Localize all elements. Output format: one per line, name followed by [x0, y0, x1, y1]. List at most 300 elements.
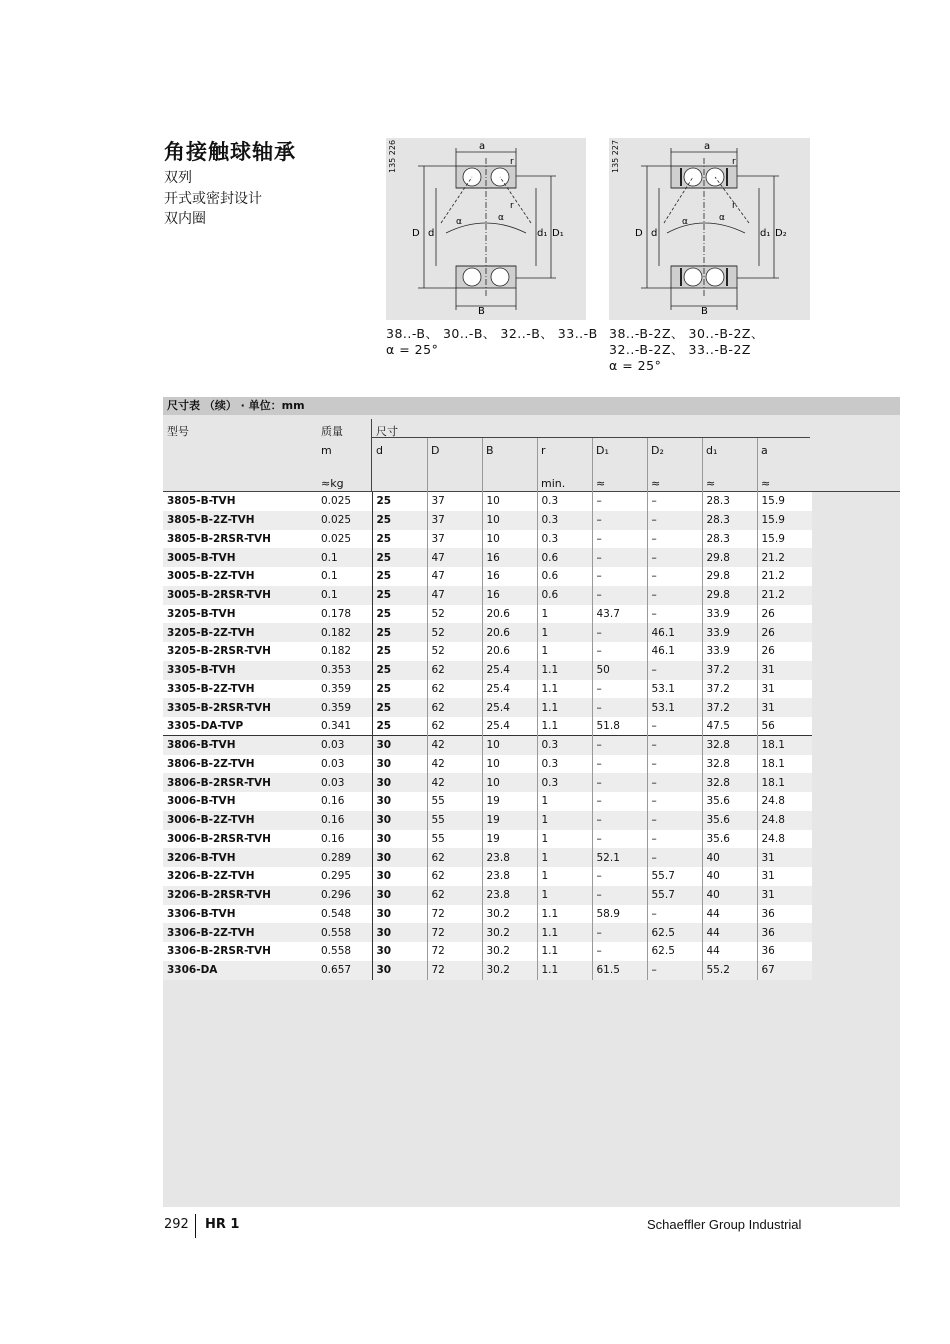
table-cell: 0.03	[317, 755, 372, 774]
table-cell: 46.1	[647, 642, 702, 661]
table-row	[163, 905, 812, 924]
table-cell: 56	[757, 717, 812, 736]
table-cell: 25	[372, 511, 427, 530]
table-cell: 31	[757, 848, 812, 867]
table-cell: 18.1	[757, 736, 812, 755]
table-row	[163, 811, 812, 830]
bearing-section-svg	[609, 138, 810, 320]
table-cell: 10	[482, 736, 537, 755]
column-unit: ≈	[596, 477, 606, 490]
table-cell: –	[647, 755, 702, 774]
table-cell: –	[592, 923, 647, 942]
table-cell: 62	[427, 867, 482, 886]
table-cell: 0.03	[317, 773, 372, 792]
table-cell: 36	[757, 942, 812, 961]
table-cell: 0.16	[317, 811, 372, 830]
table-row	[163, 848, 812, 867]
table-cell: 0.657	[317, 961, 372, 980]
table-cell: 42	[427, 773, 482, 792]
table-row	[163, 717, 812, 736]
label-D2: D₂	[775, 228, 787, 239]
table-cell: 3305-B-2Z-TVH	[163, 680, 317, 699]
label-B: B	[478, 306, 485, 317]
header-divider	[371, 437, 810, 438]
table-cell: 25	[372, 605, 427, 624]
table-cell: 0.03	[317, 736, 372, 755]
table-cell: 44	[702, 905, 757, 924]
table-cell: 25.4	[482, 680, 537, 699]
column-unit: min.	[541, 477, 566, 490]
table-cell: 0.025	[317, 530, 372, 549]
table-cell: 3305-B-2RSR-TVH	[163, 698, 317, 717]
table-cell: –	[592, 530, 647, 549]
table-row	[163, 830, 812, 849]
table-cell: 0.3	[537, 530, 592, 549]
table-cell: 35.6	[702, 792, 757, 811]
table-cell: 10	[482, 511, 537, 530]
table-row	[163, 623, 812, 642]
column-divider	[592, 438, 593, 492]
table-row	[163, 511, 812, 530]
table-cell: 1.1	[537, 942, 592, 961]
table-cell: 0.16	[317, 830, 372, 849]
column-header: r	[541, 444, 546, 457]
table-cell: 16	[482, 567, 537, 586]
label-r-top: r	[510, 157, 514, 167]
column-header: D₂	[651, 444, 664, 457]
table-cell: 30	[372, 942, 427, 961]
table-cell: –	[647, 661, 702, 680]
table-cell: 53.1	[647, 698, 702, 717]
caption-line: α = 25°	[386, 342, 439, 357]
table-cell: –	[592, 942, 647, 961]
table-cell: 67	[757, 961, 812, 980]
header-dimensions: 尺寸	[376, 425, 398, 438]
table-cell: 25	[372, 567, 427, 586]
table-cell: 30	[372, 961, 427, 980]
header-mass: 质量	[321, 425, 343, 438]
table-cell: 18.1	[757, 773, 812, 792]
table-cell: 25.4	[482, 717, 537, 736]
table-cell: 62.5	[647, 942, 702, 961]
table-cell: 28.3	[702, 511, 757, 530]
table-cell: –	[647, 773, 702, 792]
subtitle-line-2: 开式或密封设计	[164, 191, 262, 207]
label-alpha-left: α	[682, 217, 688, 227]
label-d1: d₁	[760, 228, 771, 239]
table-cell: 24.8	[757, 792, 812, 811]
table-cell: 28.3	[702, 530, 757, 549]
table-cell: 55.7	[647, 886, 702, 905]
label-D: D	[412, 228, 420, 239]
table-cell: 3205-B-TVH	[163, 605, 317, 624]
table-row	[163, 961, 812, 980]
table-cell: 29.8	[702, 586, 757, 605]
table-cell: 62	[427, 698, 482, 717]
table-cell: –	[592, 698, 647, 717]
table-cell: 16	[482, 548, 537, 567]
table-cell: 1.1	[537, 680, 592, 699]
table-cell: –	[592, 755, 647, 774]
table-row	[163, 867, 812, 886]
column-unit: ≈	[706, 477, 716, 490]
table-cell: 47	[427, 567, 482, 586]
table-cell: –	[592, 830, 647, 849]
table-cell: 0.296	[317, 886, 372, 905]
table-cell: –	[592, 792, 647, 811]
label-r-top: r	[732, 157, 736, 167]
table-row	[163, 586, 812, 605]
figure-caption-1	[386, 326, 598, 358]
table-row	[163, 605, 812, 624]
table-cell: 52	[427, 623, 482, 642]
table-cell: 42	[427, 755, 482, 774]
table-cell: 37.2	[702, 680, 757, 699]
table-cell: 0.1	[317, 548, 372, 567]
table-cell: 58.9	[592, 905, 647, 924]
table-cell: 25	[372, 530, 427, 549]
column-header: D₁	[596, 444, 609, 457]
header-m: m	[321, 444, 332, 457]
table-cell: –	[647, 830, 702, 849]
table-cell: 24.8	[757, 811, 812, 830]
subtitle-line-3: 双内圈	[164, 211, 206, 227]
table-cell: 1	[537, 642, 592, 661]
table-row	[163, 736, 812, 755]
column-divider	[537, 438, 538, 492]
table-cell: 23.8	[482, 886, 537, 905]
table-cell: 37.2	[702, 661, 757, 680]
table-cell: 1	[537, 792, 592, 811]
table-cell: –	[647, 848, 702, 867]
table-cell: –	[592, 548, 647, 567]
table-cell: 30.2	[482, 942, 537, 961]
table-cell: 21.2	[757, 548, 812, 567]
table-cell: –	[647, 586, 702, 605]
table-cell: –	[647, 717, 702, 736]
table-cell: 72	[427, 923, 482, 942]
table-cell: 23.8	[482, 867, 537, 886]
table-cell: 0.3	[537, 492, 592, 511]
column-divider	[702, 438, 703, 492]
table-cell: 0.182	[317, 623, 372, 642]
table-cell: 44	[702, 942, 757, 961]
table-cell: –	[592, 736, 647, 755]
drawing-id: 135 226	[388, 140, 397, 174]
table-cell: 52	[427, 605, 482, 624]
table-cell: –	[592, 811, 647, 830]
table-cell: 20.6	[482, 623, 537, 642]
table-cell: 40	[702, 867, 757, 886]
table-cell: 25	[372, 623, 427, 642]
subtitle-line-1: 双列	[164, 170, 192, 186]
table-cell: 33.9	[702, 642, 757, 661]
table-cell: 3305-DA-TVP	[163, 717, 317, 736]
table-cell: 37	[427, 511, 482, 530]
table-row	[163, 661, 812, 680]
table-cell: –	[647, 492, 702, 511]
column-divider	[482, 438, 483, 492]
table-cell: 0.3	[537, 736, 592, 755]
label-D1: D₁	[552, 228, 564, 239]
table-cell: 50	[592, 661, 647, 680]
table-cell: 29.8	[702, 567, 757, 586]
document-code: HR 1	[205, 1217, 240, 1232]
table-cell: 30	[372, 830, 427, 849]
column-header: d₁	[706, 444, 718, 457]
table-cell: 35.6	[702, 811, 757, 830]
table-cell: 3305-B-TVH	[163, 661, 317, 680]
table-cell: 20.6	[482, 642, 537, 661]
table-cell: 0.3	[537, 511, 592, 530]
table-cell: 55.2	[702, 961, 757, 980]
table-row	[163, 792, 812, 811]
table-cell: 15.9	[757, 511, 812, 530]
column-divider	[427, 438, 428, 492]
table-cell: –	[647, 511, 702, 530]
table-cell: –	[592, 567, 647, 586]
table-cell: 32.8	[702, 755, 757, 774]
table-cell: –	[592, 886, 647, 905]
label-d1: d₁	[537, 228, 548, 239]
table-cell: 30	[372, 736, 427, 755]
table-cell: 18.1	[757, 755, 812, 774]
table-cell: 10	[482, 755, 537, 774]
table-cell: 3805-B-2Z-TVH	[163, 511, 317, 530]
table-cell: –	[647, 961, 702, 980]
table-cell: 25	[372, 717, 427, 736]
table-cell: 31	[757, 867, 812, 886]
table-cell: 25	[372, 661, 427, 680]
table-cell: 3805-B-TVH	[163, 492, 317, 511]
bearing-drawing-open	[386, 138, 586, 320]
table-cell: 1	[537, 867, 592, 886]
table-row	[163, 548, 812, 567]
table-cell: 31	[757, 886, 812, 905]
table-cell: 0.182	[317, 642, 372, 661]
label-d: d	[428, 228, 435, 239]
table-cell: 3005-B-TVH	[163, 548, 317, 567]
table-cell: 3806-B-2RSR-TVH	[163, 773, 317, 792]
table-row	[163, 698, 812, 717]
table-cell: 1.1	[537, 698, 592, 717]
table-cell: 37	[427, 530, 482, 549]
table-cell: 3006-B-2RSR-TVH	[163, 830, 317, 849]
table-cell: 43.7	[592, 605, 647, 624]
table-cell: –	[592, 680, 647, 699]
table-cell: 23.8	[482, 848, 537, 867]
table-cell: 0.025	[317, 492, 372, 511]
table-cell: 37	[427, 492, 482, 511]
label-alpha-left: α	[456, 217, 462, 227]
table-cell: 0.359	[317, 698, 372, 717]
drawing-id: 135 227	[611, 140, 620, 174]
table-cell: 29.8	[702, 548, 757, 567]
table-cell: 47	[427, 548, 482, 567]
table-cell: 21.2	[757, 586, 812, 605]
figure-caption-2	[609, 326, 764, 374]
table-row	[163, 886, 812, 905]
table-cell: 0.025	[317, 511, 372, 530]
label-r-mid: r	[510, 201, 514, 211]
table-cell: 0.353	[317, 661, 372, 680]
table-cell: 3306-DA	[163, 961, 317, 980]
table-cell: 3006-B-2Z-TVH	[163, 811, 317, 830]
table-cell: 25.4	[482, 661, 537, 680]
page-number: 292	[164, 1217, 189, 1232]
table-cell: 1	[537, 811, 592, 830]
table-cell: 3805-B-2RSR-TVH	[163, 530, 317, 549]
table-row	[163, 567, 812, 586]
table-cell: 1	[537, 848, 592, 867]
table-cell: 0.178	[317, 605, 372, 624]
table-cell: 28.3	[702, 492, 757, 511]
table-cell: 0.289	[317, 848, 372, 867]
table-cell: 30	[372, 923, 427, 942]
table-cell: 0.3	[537, 755, 592, 774]
table-cell: 33.9	[702, 605, 757, 624]
table-cell: 3806-B-TVH	[163, 736, 317, 755]
table-cell: 30.2	[482, 961, 537, 980]
table-row	[163, 942, 812, 961]
table-cell: 30	[372, 848, 427, 867]
table-cell: 1.1	[537, 905, 592, 924]
table-row	[163, 773, 812, 792]
table-cell: 37.2	[702, 698, 757, 717]
table-cell: 3205-B-2Z-TVH	[163, 623, 317, 642]
table-cell: 0.6	[537, 567, 592, 586]
table-cell: –	[647, 530, 702, 549]
table-cell: 1	[537, 830, 592, 849]
table-cell: 53.1	[647, 680, 702, 699]
table-cell: 3005-B-2Z-TVH	[163, 567, 317, 586]
table-cell: 52	[427, 642, 482, 661]
table-cell: 30	[372, 811, 427, 830]
table-cell: 0.558	[317, 942, 372, 961]
column-header: B	[486, 444, 494, 457]
table-cell: 25	[372, 642, 427, 661]
column-header: D	[431, 444, 440, 457]
table-cell: 25	[372, 492, 427, 511]
label-a: a	[479, 141, 486, 152]
table-cell: 3005-B-2RSR-TVH	[163, 586, 317, 605]
table-cell: 32.8	[702, 736, 757, 755]
label-alpha-right: α	[719, 213, 725, 223]
table-cell: 30	[372, 886, 427, 905]
table-cell: 30	[372, 905, 427, 924]
caption-line: 38..-B-2Z、 30..-B-2Z、	[609, 326, 764, 341]
table-cell: 3306-B-2RSR-TVH	[163, 942, 317, 961]
table-cell: 26	[757, 605, 812, 624]
table-cell: 61.5	[592, 961, 647, 980]
table-cell: 55	[427, 830, 482, 849]
caption-line: α = 25°	[609, 358, 662, 373]
table-cell: 21.2	[757, 567, 812, 586]
table-cell: 0.548	[317, 905, 372, 924]
table-cell: 3206-B-TVH	[163, 848, 317, 867]
table-cell: 0.1	[317, 586, 372, 605]
column-divider	[647, 438, 648, 492]
table-cell: 15.9	[757, 492, 812, 511]
table-cell: 1.1	[537, 961, 592, 980]
table-cell: 30	[372, 773, 427, 792]
table-cell: 32.8	[702, 773, 757, 792]
table-row	[163, 680, 812, 699]
column-header: d	[376, 444, 383, 457]
bearing-drawing-shielded	[609, 138, 810, 320]
table-cell: 1	[537, 623, 592, 642]
table-cell: 10	[482, 773, 537, 792]
label-d: d	[651, 228, 658, 239]
table-cell: 16	[482, 586, 537, 605]
table-cell: –	[647, 605, 702, 624]
table-cell: 26	[757, 623, 812, 642]
footer-divider	[195, 1214, 196, 1238]
column-divider	[757, 438, 758, 492]
table-cell: 0.359	[317, 680, 372, 699]
table-row	[163, 923, 812, 942]
table-cell: 0.16	[317, 792, 372, 811]
table-cell: 40	[702, 886, 757, 905]
table-cell: 52.1	[592, 848, 647, 867]
table-cell: –	[647, 567, 702, 586]
table-cell: 30	[372, 867, 427, 886]
label-B: B	[701, 306, 708, 317]
table-cell: 62	[427, 717, 482, 736]
table-cell: –	[592, 623, 647, 642]
label-a: a	[704, 141, 711, 152]
table-row	[163, 492, 812, 511]
table-cell: 3006-B-TVH	[163, 792, 317, 811]
table-cell: 72	[427, 942, 482, 961]
table-cell: 10	[482, 530, 537, 549]
table-cell: 3205-B-2RSR-TVH	[163, 642, 317, 661]
table-cell: –	[647, 792, 702, 811]
table-cell: 30.2	[482, 923, 537, 942]
table-cell: 30.2	[482, 905, 537, 924]
table-cell: 3306-B-TVH	[163, 905, 317, 924]
table-cell: 31	[757, 680, 812, 699]
table-cell: 0.6	[537, 548, 592, 567]
table-cell: –	[592, 586, 647, 605]
header-divider	[371, 419, 372, 492]
table-cell: 1	[537, 605, 592, 624]
table-cell: 25	[372, 586, 427, 605]
table-cell: –	[647, 736, 702, 755]
table-caption: 尺寸表 （续） · 单位：mm	[163, 397, 900, 415]
table-cell: 0.558	[317, 923, 372, 942]
table-cell: 40	[702, 848, 757, 867]
table-cell: 1.1	[537, 661, 592, 680]
table-row	[163, 530, 812, 549]
caption-line: 32..-B-2Z、 33..-B-2Z	[609, 342, 751, 357]
table-cell: 25	[372, 698, 427, 717]
table-cell: 62	[427, 848, 482, 867]
table-cell: 47	[427, 586, 482, 605]
table-cell: 35.6	[702, 830, 757, 849]
table-cell: 3306-B-2Z-TVH	[163, 923, 317, 942]
table-cell: –	[592, 511, 647, 530]
table-cell: 30	[372, 792, 427, 811]
table-cell: 0.295	[317, 867, 372, 886]
dimension-table	[163, 492, 812, 980]
table-cell: 62	[427, 886, 482, 905]
table-cell: 46.1	[647, 623, 702, 642]
table-cell: 19	[482, 811, 537, 830]
table-cell: –	[592, 642, 647, 661]
column-header: a	[761, 444, 768, 457]
header-m-unit: ≈kg	[321, 477, 344, 490]
